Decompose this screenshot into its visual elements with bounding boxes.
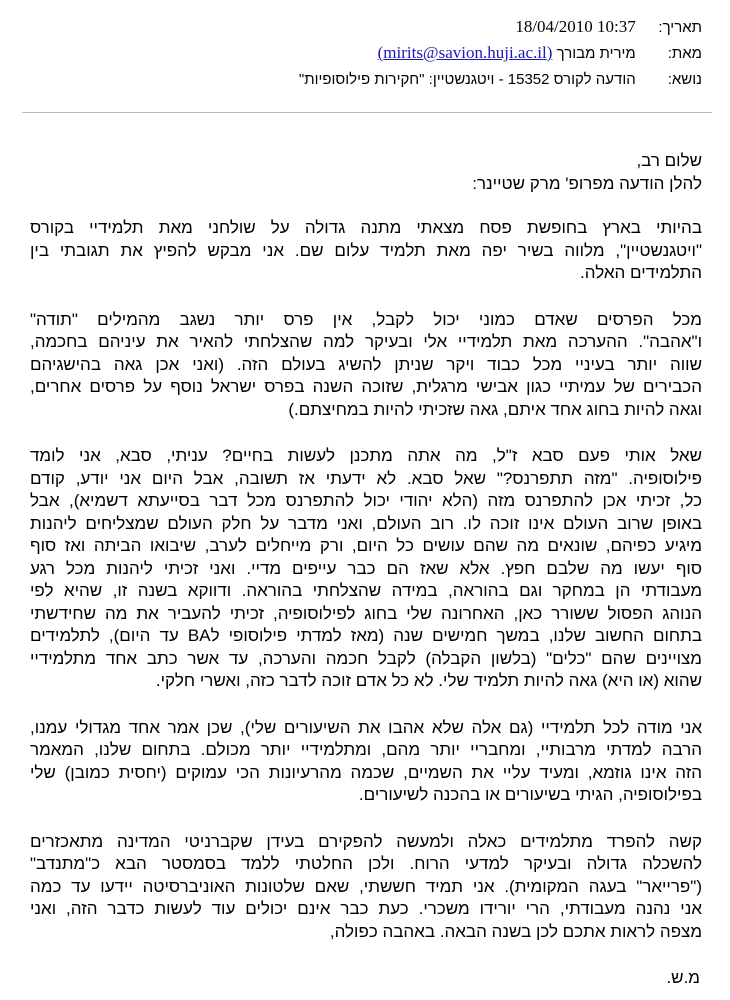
text-line: באופן שרוב העולם אינו זוכה לו. רוב העולם, ואני מדבר על חלק העולם שמצליחים ליהנות: [30, 513, 702, 533]
text-line: שהוא (או היא) גאה להיות תלמיד שלי. לא כל אדם זוכה לדבר כזה, ואשרי חלקי.: [155, 671, 702, 690]
text-line: "ויטגנשטיין", מלווה בשיר יפה מאת תלמיד עלום שם. אני מבקש להפיץ את תגובתי בין: [30, 240, 702, 260]
subject-row: [42, 66, 702, 92]
text-line: הנוהג הפסול ששורר כאן, האחרונה שלי בחוג לפילוסופיה, זכיתי להעביר את מה שחידשתי: [30, 603, 702, 623]
text-line: ("פרייאר" בעגה המקומית). אני תמיד חששתי, שאם שלטונות האוניברסיטה יידעו עד כמה: [30, 876, 702, 896]
text-line: מיגיע כפיהם, שונאים מה שהם עושים כל היום, ורק מייחלים לערב, שיבואו הביתה ואז סוף: [30, 536, 702, 555]
header-divider: [22, 112, 712, 113]
from-label: מאת:: [667, 45, 702, 62]
text-line: בהיותי בארץ בחופשת פסח מצאתי מתנה גדולה על שולחני מאת תלמידיי בקורס: [30, 218, 702, 237]
greeting-line: שלום רב,: [636, 151, 702, 170]
text-line: התלמידים האלה.: [580, 263, 702, 282]
text-line: בפילוסופיה, הגיתי בשיעורים או בהכנה לשיעורים.: [358, 785, 702, 804]
from-email-link[interactable]: (mirits@savion.huji.ac.il): [377, 43, 553, 62]
text-line: אני נהנה מעבודתי, הרי יורידו משכרי. כעת כבר אינם יכולים עוד לעשות כדבר הזה, ואני: [30, 899, 702, 918]
text-line: פילוסופיה. "מזה תתפרנס?" שאל סבא. לא ידעתי אז תשובה, אבל היום אני יודע, קודם: [30, 468, 702, 488]
paragraph-5: [30, 831, 702, 944]
text-line: שאל אותי פעם סבא ז"ל, מה אתה מתכנן לעשות בחיים? עניתי, סבא, אני לומד: [30, 446, 702, 465]
text-line: להשכלה גדולה ובעיקר למדעי הרוח. ולכן החלטתי ללמד בסמסטר הבא כ"מתנדב": [30, 854, 702, 873]
subject-label: נושא:: [667, 71, 702, 88]
paragraph-1: [30, 217, 702, 285]
text-line: מכל הפרסים שאדם כמוני יכול לקבל, אין פרס יותר נשגב מהמילים "תודה": [30, 309, 702, 329]
text-line: הכבירים של עמיתיי כגון אבישי מרגלית, שזוכה השנה בפרס ישראל נוסף על פרסים אחרים,: [30, 377, 702, 396]
paragraph-2: [30, 309, 702, 422]
subject-value: הודעה לקורס 15352 - ויטגנשטיין: "חקירות פילוסופיות": [298, 71, 636, 88]
from-name: מירית מבורך: [556, 45, 636, 62]
paragraph-3: [30, 445, 702, 693]
greeting: [30, 150, 702, 195]
text-line: וגאה להיות בחוג אחד איתם, גאה שזכיתי להיות במחיצתם.): [288, 399, 702, 419]
email-body: [30, 150, 702, 943]
greeting-intro-line: להלן הודעה מפרופ' מרק שטיינר:: [472, 173, 702, 193]
from-row: [42, 40, 702, 66]
paragraph-4: [30, 717, 702, 807]
email-header: [42, 14, 702, 92]
date-label: תאריך:: [658, 19, 702, 36]
text-line: שווה יותר בעיניי מכל כבוד ויקר שניתן להשיג בעולם הזה. (ואני אכן גאה בהישגיהם: [30, 354, 702, 374]
text-line: סוף יעשו מה שלבם חפץ. אלא שאז הם כבר עייפים מדיי. ואני זכיתי ליהנות מכל רגע: [30, 558, 702, 578]
signature: מ.ש.: [666, 968, 700, 987]
text-line: כל, זכיתי אכן להתפרנס מזה (הלא יהודי יכול להתפרנס מכל דבר בסייעתא דשמיא), אבל: [30, 491, 702, 510]
date-value: 10:37 18/04/2010: [515, 17, 636, 36]
text-line: אני מודה לכל תלמידיי (גם אלה שלא אהבו את השיעורים שלי), שכן אמר אחד מגדולי עמנו,: [30, 717, 702, 737]
date-row: [42, 14, 702, 40]
text-line: הזה אינו גוזמא, ומעיד עליי את השמיים, שכמה מהרעיונות הכי עמוקים (יחסית כמובן) שלי: [30, 762, 702, 782]
text-line: מצויינים שהם "כלים" (בלשון הקבלה) לקבל חכמה והערכה, עד אשר כתב אחד מתלמידיי: [30, 648, 702, 668]
text-line: הרבה למדתי מרבותיי, ומחבריי יותר מהם, ומתלמידיי יותר מכולם. בתחום שלנו, המאמר: [30, 740, 702, 759]
text-line: קשה להפרד מתלמידים כאלה ולמעשה להפקירם בעידן שקברניטי המדינה מתאכזרים: [30, 831, 702, 851]
text-line: מעבודתי הן במחקר וגם בהוראה, במידה שהצלחתי בהוראה. ודווקא בשנה זו, שהיא לפי: [30, 581, 702, 600]
text-line: מצפה לראות אתכם לכן בשנה הבאה. באהבה כפולה,: [329, 921, 702, 941]
text-line: בתחום החשוב שלנו, במשך חמישים שנה (מאז למדתי פילוסופי לBA עד היום), לתלמידים: [30, 626, 703, 645]
text-line: ו"אהבה". ההערכה מאת תלמידיי אלי ובעיקר למה שהצלחתי להאיר את עיניהם בחכמה,: [30, 332, 702, 351]
